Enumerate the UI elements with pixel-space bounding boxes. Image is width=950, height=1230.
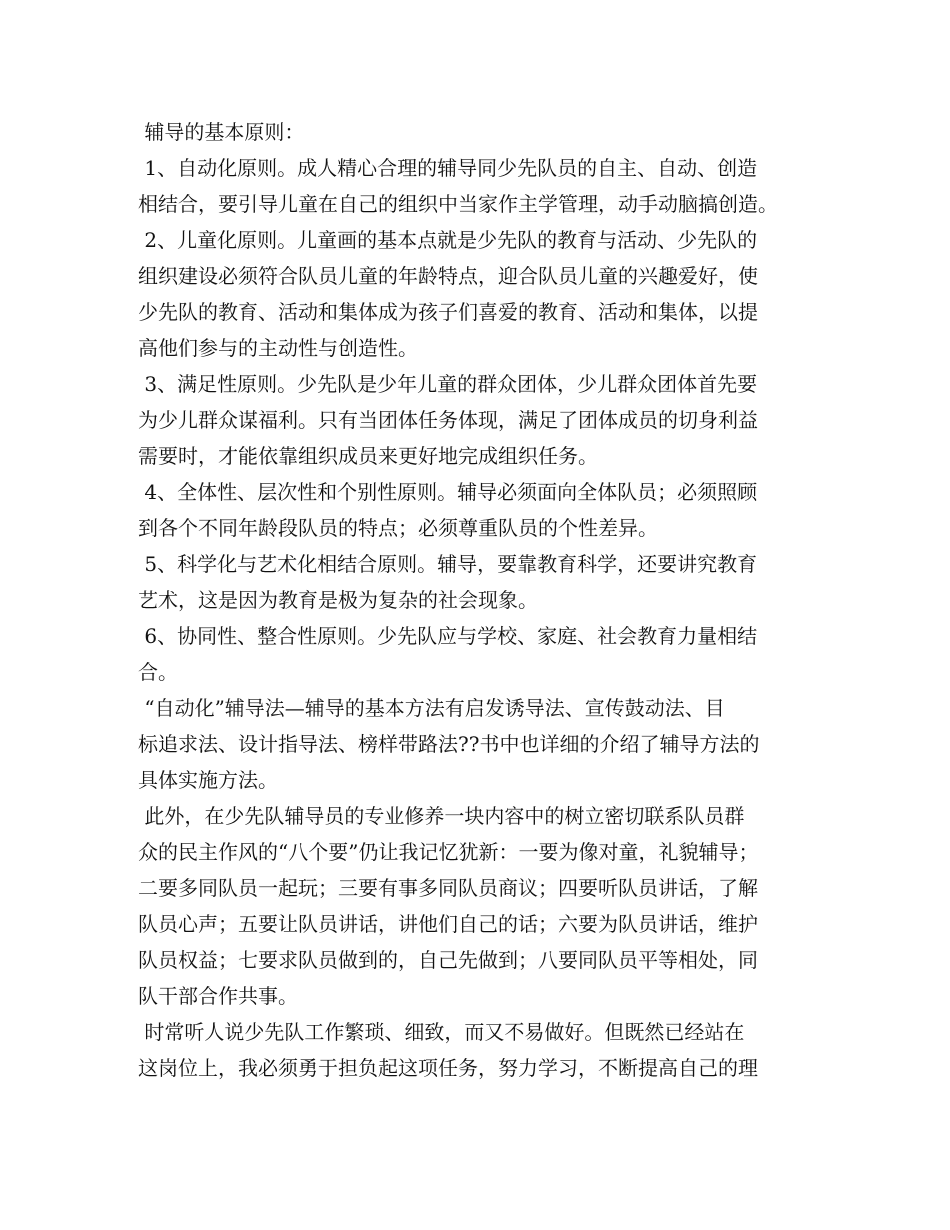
text-line: 这岗位上，我必须勇于担负起这项任务，努力学习，不断提高自己的理	[138, 1056, 758, 1080]
text-line: 少先队的教育、活动和集体成为孩子们喜爱的教育、活动和集体，以提	[138, 300, 758, 324]
text-line: 二要多同队员一起玩；三要有事多同队员商议；四要听队员讲话，了解	[138, 876, 758, 900]
text-line: 队员心声；五要让队员讲话，讲他们自己的话；六要为队员讲话，维护	[138, 912, 758, 936]
text-line: 队干部合作共事。	[138, 984, 298, 1008]
text-line: 1、自动化原则。成人精心合理的辅导同少先队员的自主、自动、创造	[138, 156, 758, 180]
text-line: 高他们参与的主动性与创造性。	[138, 336, 418, 360]
text-line: 队员权益；七要求队员做到的，自己先做到；八要同队员平等相处，同	[138, 948, 758, 972]
text-line: “自动化”辅导法—辅导的基本方法有启发诱导法、宣传鼓动法、目	[138, 696, 725, 720]
text-line: 标追求法、设计指导法、榜样带路法??书中也详细的介绍了辅导方法的	[138, 732, 760, 756]
text-line: 5、科学化与艺术化相结合原则。辅导，要靠教育科学，还要讲究教育	[138, 552, 758, 576]
text-line: 辅导的基本原则：	[138, 120, 305, 144]
document-body	[138, 114, 828, 1086]
text-line: 艺术，这是因为教育是极为复杂的社会现象。	[138, 588, 538, 612]
text-line: 相结合，要引导儿童在自己的组织中当家作主学管理，动手动脑搞创造。	[138, 192, 778, 216]
text-line: 6、协同性、整合性原则。少先队应与学校、家庭、社会教育力量相结	[138, 624, 758, 648]
text-line: 需要时，才能依靠组织成员来更好地完成组织任务。	[138, 444, 598, 468]
text-line: 3、满足性原则。少先队是少年儿童的群众团体，少儿群众团体首先要	[138, 372, 758, 396]
text-line: 为少儿群众谋福利。只有当团体任务体现，满足了团体成员的切身利益	[138, 408, 758, 432]
text-line: 组织建设必须符合队员儿童的年龄特点，迎合队员儿童的兴趣爱好，使	[138, 264, 758, 288]
text-line: 此外，在少先队辅导员的专业修养一块内容中的树立密切联系队员群	[138, 804, 745, 828]
text-line: 到各个不同年龄段队员的特点；必须尊重队员的个性差异。	[138, 516, 658, 540]
text-line: 4、全体性、层次性和个别性原则。辅导必须面向全体队员；必须照顾	[138, 480, 758, 504]
text-line: 合。	[138, 660, 178, 684]
text-line: 2、儿童化原则。儿童画的基本点就是少先队的教育与活动、少先队的	[138, 228, 758, 252]
text-line: 具体实施方法。	[138, 768, 278, 792]
text-line: 众的民主作风的“八个要”仍让我记忆犹新：一要为像对童，礼貌辅导；	[138, 840, 759, 864]
text-line: 时常听人说少先队工作繁琐、细致，而又不易做好。但既然已经站在	[138, 1020, 745, 1044]
